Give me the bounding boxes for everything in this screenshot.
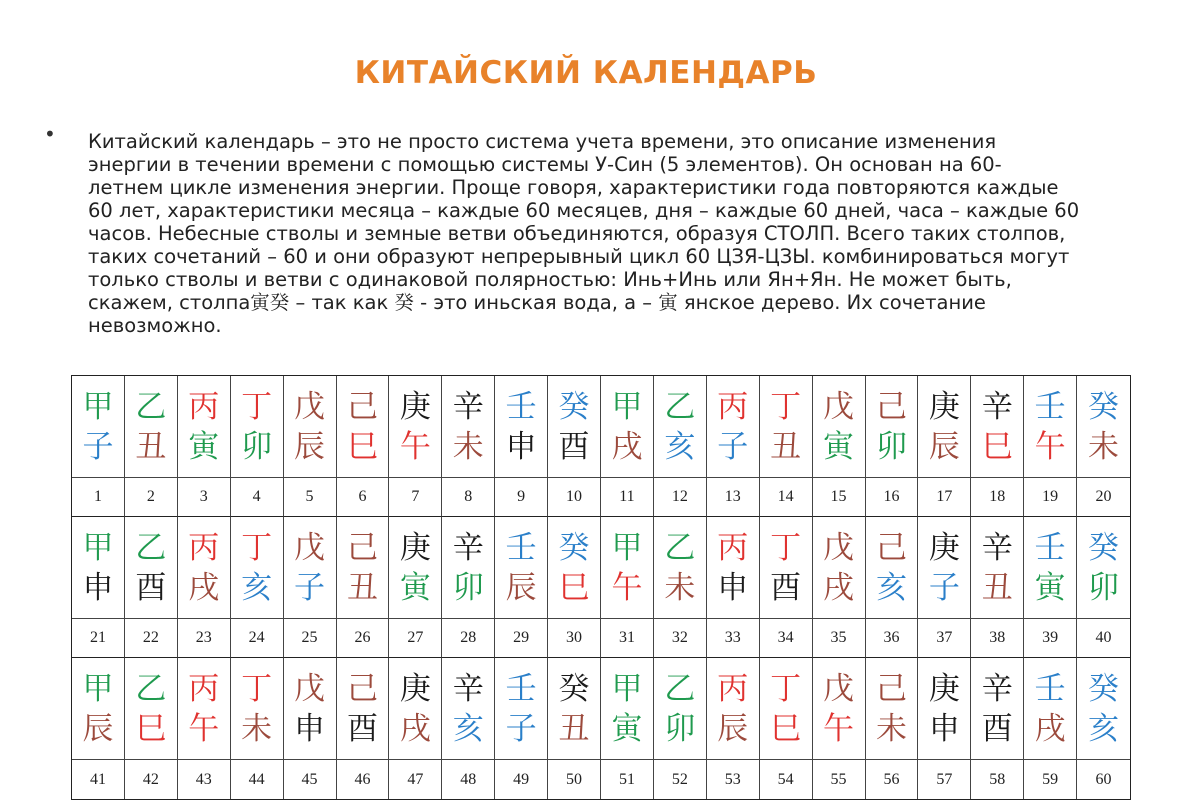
stem-branch-cell — [813, 517, 866, 619]
earthly-branch: 亥 — [1088, 710, 1120, 747]
stem-branch-cell — [231, 376, 284, 478]
cycle-number: 41 — [72, 760, 125, 799]
cycle-number: 16 — [866, 478, 919, 517]
cycle-number: 38 — [971, 619, 1024, 658]
cycle-number: 7 — [389, 478, 442, 517]
page-title: КИТАЙСКИЙ КАЛЕНДАРЬ — [354, 55, 818, 91]
stem-branch-cell — [125, 517, 178, 619]
earthly-branch: 未 — [664, 569, 696, 606]
cycle-number: 44 — [231, 760, 284, 799]
heavenly-stem: 辛 — [981, 670, 1013, 707]
stem-branch-cell — [284, 376, 337, 478]
heavenly-stem: 丙 — [188, 670, 220, 707]
cycle-number: 26 — [337, 619, 390, 658]
earthly-branch: 亥 — [241, 569, 273, 606]
heavenly-stem: 丙 — [717, 388, 749, 425]
stem-branch-cell — [654, 376, 707, 478]
earthly-branch: 申 — [505, 428, 537, 465]
heavenly-stem: 壬 — [505, 388, 537, 425]
heavenly-stem: 丙 — [717, 529, 749, 566]
heavenly-stem: 甲 — [82, 388, 114, 425]
heavenly-stem: 癸 — [558, 529, 590, 566]
stem-branch-cell — [178, 376, 231, 478]
earthly-branch: 寅 — [399, 569, 431, 606]
cycle-number: 57 — [918, 760, 971, 799]
stem-branch-cell — [866, 376, 919, 478]
heavenly-stem: 丙 — [188, 529, 220, 566]
cycle-number: 28 — [442, 619, 495, 658]
heavenly-stem: 己 — [346, 388, 378, 425]
stem-branch-cell — [760, 376, 813, 478]
stem-branch-cell — [72, 376, 125, 478]
cycle-number: 13 — [707, 478, 760, 517]
earthly-branch: 辰 — [82, 710, 114, 747]
paragraph-line: летнем цикле изменения энергии. Проще говоря, характеристики года повторяются каждые — [88, 176, 1059, 199]
heavenly-stem: 辛 — [452, 388, 484, 425]
stem-branch-cell — [971, 658, 1024, 760]
earthly-branch: 辰 — [717, 710, 749, 747]
heavenly-stem: 甲 — [82, 670, 114, 707]
stem-branch-cell — [125, 376, 178, 478]
stem-branch-cell — [548, 658, 601, 760]
stem-branch-cell — [654, 517, 707, 619]
stem-branch-cell — [707, 376, 760, 478]
cycle-number: 55 — [813, 760, 866, 799]
cycle-number: 22 — [125, 619, 178, 658]
stem-branch-cell — [918, 517, 971, 619]
earthly-branch: 午 — [399, 428, 431, 465]
earthly-branch: 巳 — [135, 710, 167, 747]
stem-branch-cell — [918, 658, 971, 760]
cycle-number: 40 — [1077, 619, 1130, 658]
earthly-branch: 午 — [188, 710, 220, 747]
cycle-number: 37 — [918, 619, 971, 658]
cycle-number: 46 — [337, 760, 390, 799]
stem-branch-cell — [1024, 658, 1077, 760]
heavenly-stem: 辛 — [452, 529, 484, 566]
earthly-branch: 子 — [82, 428, 114, 465]
heavenly-stem: 癸 — [558, 670, 590, 707]
stem-branch-cell — [389, 517, 442, 619]
cycle-number: 49 — [495, 760, 548, 799]
heavenly-stem: 戊 — [823, 529, 855, 566]
paragraph-line: часов. Небесные стволы и земные ветви объединяются, образуя СТОЛП. Всего таких столпов, — [88, 222, 1066, 245]
cycle-number: 35 — [813, 619, 866, 658]
earthly-branch: 辰 — [294, 428, 326, 465]
cycle-number: 31 — [601, 619, 654, 658]
paragraph-line: 60 лет, характеристики месяца – каждые 60 месяцев, дня – каждые 60 дней, часа – каждые 60 — [88, 199, 1080, 222]
earthly-branch: 申 — [294, 710, 326, 747]
stem-branch-cell — [1077, 517, 1130, 619]
stem-branch-cell — [601, 376, 654, 478]
cycle-number: 14 — [760, 478, 813, 517]
heavenly-stem: 戊 — [294, 670, 326, 707]
earthly-branch: 午 — [823, 710, 855, 747]
cycle-number: 20 — [1077, 478, 1130, 517]
cycle-number: 15 — [813, 478, 866, 517]
heavenly-stem: 庚 — [399, 670, 431, 707]
cycle-number: 60 — [1095, 770, 1112, 788]
earthly-branch: 子 — [717, 428, 749, 465]
cycle-number: 29 — [495, 619, 548, 658]
earthly-branch: 丑 — [346, 569, 378, 606]
stem-branch-cell — [601, 517, 654, 619]
earthly-branch: 寅 — [611, 710, 643, 747]
paragraph-line: Китайский календарь – это не просто система учета времени, это описание изменения — [88, 130, 997, 153]
cycle-number: 23 — [178, 619, 231, 658]
cycle-number: 36 — [866, 619, 919, 658]
cycle-number: 2 — [125, 478, 178, 517]
heavenly-stem: 癸 — [1088, 670, 1120, 707]
heavenly-stem: 癸 — [1088, 388, 1120, 425]
stem-branch-cell — [707, 517, 760, 619]
earthly-branch: 寅 — [1034, 569, 1066, 606]
earthly-branch: 巳 — [770, 710, 802, 747]
stem-branch-cell — [971, 517, 1024, 619]
stem-branch-cell — [707, 658, 760, 760]
cycle-number: 5 — [284, 478, 337, 517]
earthly-branch: 巳 — [558, 569, 590, 606]
stem-branch-cell — [495, 517, 548, 619]
earthly-branch: 申 — [82, 569, 114, 606]
stem-branch-cell — [337, 658, 390, 760]
cycle-number: 48 — [442, 760, 495, 799]
sexagenary-cycle-table — [71, 375, 1131, 800]
paragraph-line: таких сочетаний – 60 и они образуют непрерывный цикл 60 ЦЗЯ-ЦЗЫ. комбинироваться могут — [88, 245, 1070, 268]
heavenly-stem: 乙 — [664, 388, 696, 425]
stem-branch-cell — [442, 517, 495, 619]
heavenly-stem: 乙 — [664, 670, 696, 707]
cycle-number: 32 — [654, 619, 707, 658]
heavenly-stem: 戊 — [823, 388, 855, 425]
stem-branch-cell — [178, 658, 231, 760]
stem-branch-cell — [866, 658, 919, 760]
heavenly-stem: 丙 — [188, 388, 220, 425]
stem-branch-cell — [654, 658, 707, 760]
cycle-number: 45 — [284, 760, 337, 799]
cycle-number: 12 — [654, 478, 707, 517]
earthly-branch: 丑 — [558, 710, 590, 747]
stem-branch-cell — [495, 376, 548, 478]
earthly-branch: 子 — [294, 569, 326, 606]
heavenly-stem: 庚 — [928, 529, 960, 566]
earthly-branch: 卯 — [1088, 569, 1120, 606]
stem-branch-cell — [548, 517, 601, 619]
cycle-number: 10 — [548, 478, 601, 517]
earthly-branch: 寅 — [188, 428, 220, 465]
heavenly-stem: 乙 — [135, 529, 167, 566]
heavenly-stem: 辛 — [981, 529, 1013, 566]
cycle-number: 27 — [389, 619, 442, 658]
cycle-number: 3 — [178, 478, 231, 517]
heavenly-stem: 丁 — [241, 670, 273, 707]
stem-branch-cell — [548, 376, 601, 478]
cycle-number: 6 — [337, 478, 390, 517]
earthly-branch: 酉 — [981, 710, 1013, 747]
stem-branch-cell — [495, 658, 548, 760]
earthly-branch: 申 — [717, 569, 749, 606]
heavenly-stem: 戊 — [823, 670, 855, 707]
earthly-branch: 未 — [452, 428, 484, 465]
stem-branch-cell — [178, 517, 231, 619]
paragraph-line: невозможно. — [88, 314, 222, 337]
stem-branch-cell — [389, 376, 442, 478]
stem-branch-cell — [231, 658, 284, 760]
cycle-number: 51 — [601, 760, 654, 799]
stem-branch-cell — [442, 376, 495, 478]
heavenly-stem: 壬 — [1034, 670, 1066, 707]
stem-branch-cell — [918, 376, 971, 478]
cycle-number: 21 — [72, 619, 125, 658]
stem-branch-cell — [1077, 658, 1130, 760]
stem-branch-cell — [1024, 376, 1077, 478]
cycle-number: 58 — [971, 760, 1024, 799]
stem-branch-cell — [337, 376, 390, 478]
earthly-branch: 卯 — [875, 428, 907, 465]
cycle-number: 30 — [548, 619, 601, 658]
cycle-number: 56 — [866, 760, 919, 799]
cycle-number: 18 — [971, 478, 1024, 517]
earthly-branch: 卯 — [241, 428, 273, 465]
stem-branch-cell — [1024, 517, 1077, 619]
stem-branch-cell — [866, 517, 919, 619]
heavenly-stem: 己 — [346, 670, 378, 707]
earthly-branch: 酉 — [346, 710, 378, 747]
cycle-number: 24 — [231, 619, 284, 658]
stem-branch-cell — [337, 517, 390, 619]
cycle-number: 11 — [601, 478, 654, 517]
stem-branch-cell — [284, 517, 337, 619]
earthly-branch: 丑 — [981, 569, 1013, 606]
heavenly-stem: 丁 — [241, 529, 273, 566]
earthly-branch: 子 — [928, 569, 960, 606]
heavenly-stem: 己 — [875, 388, 907, 425]
cycle-number: 1 — [72, 478, 125, 517]
heavenly-stem: 庚 — [399, 529, 431, 566]
stem-branch-cell — [760, 517, 813, 619]
cycle-number: 8 — [442, 478, 495, 517]
cycle-number: 25 — [284, 619, 337, 658]
earthly-branch: 酉 — [770, 569, 802, 606]
cycle-number: 53 — [707, 760, 760, 799]
cycle-number: 33 — [707, 619, 760, 658]
earthly-branch: 丑 — [770, 428, 802, 465]
intro-paragraph — [88, 130, 1163, 337]
heavenly-stem: 壬 — [505, 670, 537, 707]
earthly-branch: 未 — [1088, 428, 1120, 465]
earthly-branch: 辰 — [505, 569, 537, 606]
heavenly-stem: 乙 — [135, 388, 167, 425]
stem-branch-cell — [72, 517, 125, 619]
earthly-branch: 酉 — [558, 428, 590, 465]
heavenly-stem: 辛 — [452, 670, 484, 707]
heavenly-stem: 壬 — [1034, 529, 1066, 566]
heavenly-stem: 丁 — [241, 388, 273, 425]
stem-branch-cell — [284, 658, 337, 760]
heavenly-stem: 壬 — [505, 529, 537, 566]
heavenly-stem: 辛 — [981, 388, 1013, 425]
bullet-marker: • — [44, 122, 56, 146]
stem-branch-cell — [231, 517, 284, 619]
heavenly-stem: 戊 — [294, 388, 326, 425]
paragraph-line: скажем, столпа寅癸 – так как 癸 - это иньская вода, а – 寅 янское дерево. Их сочетание — [88, 291, 986, 314]
earthly-branch: 辰 — [928, 428, 960, 465]
earthly-branch: 巳 — [981, 428, 1013, 465]
cycle-number: 9 — [495, 478, 548, 517]
earthly-branch: 子 — [505, 710, 537, 747]
earthly-branch: 戌 — [611, 428, 643, 465]
cycle-number: 42 — [125, 760, 178, 799]
earthly-branch: 戌 — [188, 569, 220, 606]
cycle-number: 50 — [548, 760, 601, 799]
earthly-branch: 亥 — [664, 428, 696, 465]
earthly-branch: 丑 — [135, 428, 167, 465]
heavenly-stem: 壬 — [1034, 388, 1066, 425]
cycle-number: 59 — [1024, 760, 1077, 799]
earthly-branch: 巳 — [346, 428, 378, 465]
heavenly-stem: 庚 — [928, 388, 960, 425]
stem-branch-cell — [1077, 376, 1130, 478]
cycle-number: 47 — [389, 760, 442, 799]
heavenly-stem: 庚 — [399, 388, 431, 425]
heavenly-stem: 己 — [875, 529, 907, 566]
cycle-number: 4 — [231, 478, 284, 517]
earthly-branch: 卯 — [452, 569, 484, 606]
earthly-branch: 戌 — [1034, 710, 1066, 747]
earthly-branch: 亥 — [875, 569, 907, 606]
earthly-branch: 未 — [875, 710, 907, 747]
heavenly-stem: 丁 — [770, 670, 802, 707]
heavenly-stem: 癸 — [1088, 529, 1120, 566]
stem-branch-cell — [601, 658, 654, 760]
cycle-number: 54 — [760, 760, 813, 799]
earthly-branch: 申 — [928, 710, 960, 747]
heavenly-stem: 甲 — [611, 529, 643, 566]
cycle-number: 17 — [918, 478, 971, 517]
stem-branch-cell — [442, 658, 495, 760]
paragraph-line: энергии в течении времени с помощью системы У-Син (5 элементов). Он основан на 60- — [88, 153, 1002, 176]
stem-branch-cell — [971, 376, 1024, 478]
cycle-number: 34 — [760, 619, 813, 658]
earthly-branch: 未 — [241, 710, 273, 747]
heavenly-stem: 丁 — [770, 388, 802, 425]
stem-branch-cell — [72, 658, 125, 760]
earthly-branch: 戌 — [823, 569, 855, 606]
earthly-branch: 午 — [611, 569, 643, 606]
heavenly-stem: 甲 — [611, 388, 643, 425]
heavenly-stem: 己 — [346, 529, 378, 566]
paragraph-line: только стволы и ветви с одинаковой полярностью: Инь+Инь или Ян+Ян. Не может быть, — [88, 268, 1012, 291]
heavenly-stem: 乙 — [135, 670, 167, 707]
cycle-number: 39 — [1024, 619, 1077, 658]
earthly-branch: 酉 — [135, 569, 167, 606]
cycle-number: 52 — [654, 760, 707, 799]
heavenly-stem: 甲 — [82, 529, 114, 566]
stem-branch-cell — [125, 658, 178, 760]
heavenly-stem: 丁 — [770, 529, 802, 566]
heavenly-stem: 丙 — [717, 670, 749, 707]
earthly-branch: 午 — [1034, 428, 1066, 465]
earthly-branch: 卯 — [664, 710, 696, 747]
stem-branch-cell — [813, 658, 866, 760]
heavenly-stem: 己 — [875, 670, 907, 707]
heavenly-stem: 乙 — [664, 529, 696, 566]
earthly-branch: 寅 — [823, 428, 855, 465]
stem-branch-cell — [813, 376, 866, 478]
heavenly-stem: 庚 — [928, 670, 960, 707]
heavenly-stem: 癸 — [558, 388, 590, 425]
earthly-branch: 亥 — [452, 710, 484, 747]
heavenly-stem: 戊 — [294, 529, 326, 566]
cycle-number: 19 — [1024, 478, 1077, 517]
heavenly-stem: 甲 — [611, 670, 643, 707]
stem-branch-cell — [760, 658, 813, 760]
earthly-branch: 戌 — [399, 710, 431, 747]
stem-branch-cell — [389, 658, 442, 760]
cycle-number: 43 — [178, 760, 231, 799]
